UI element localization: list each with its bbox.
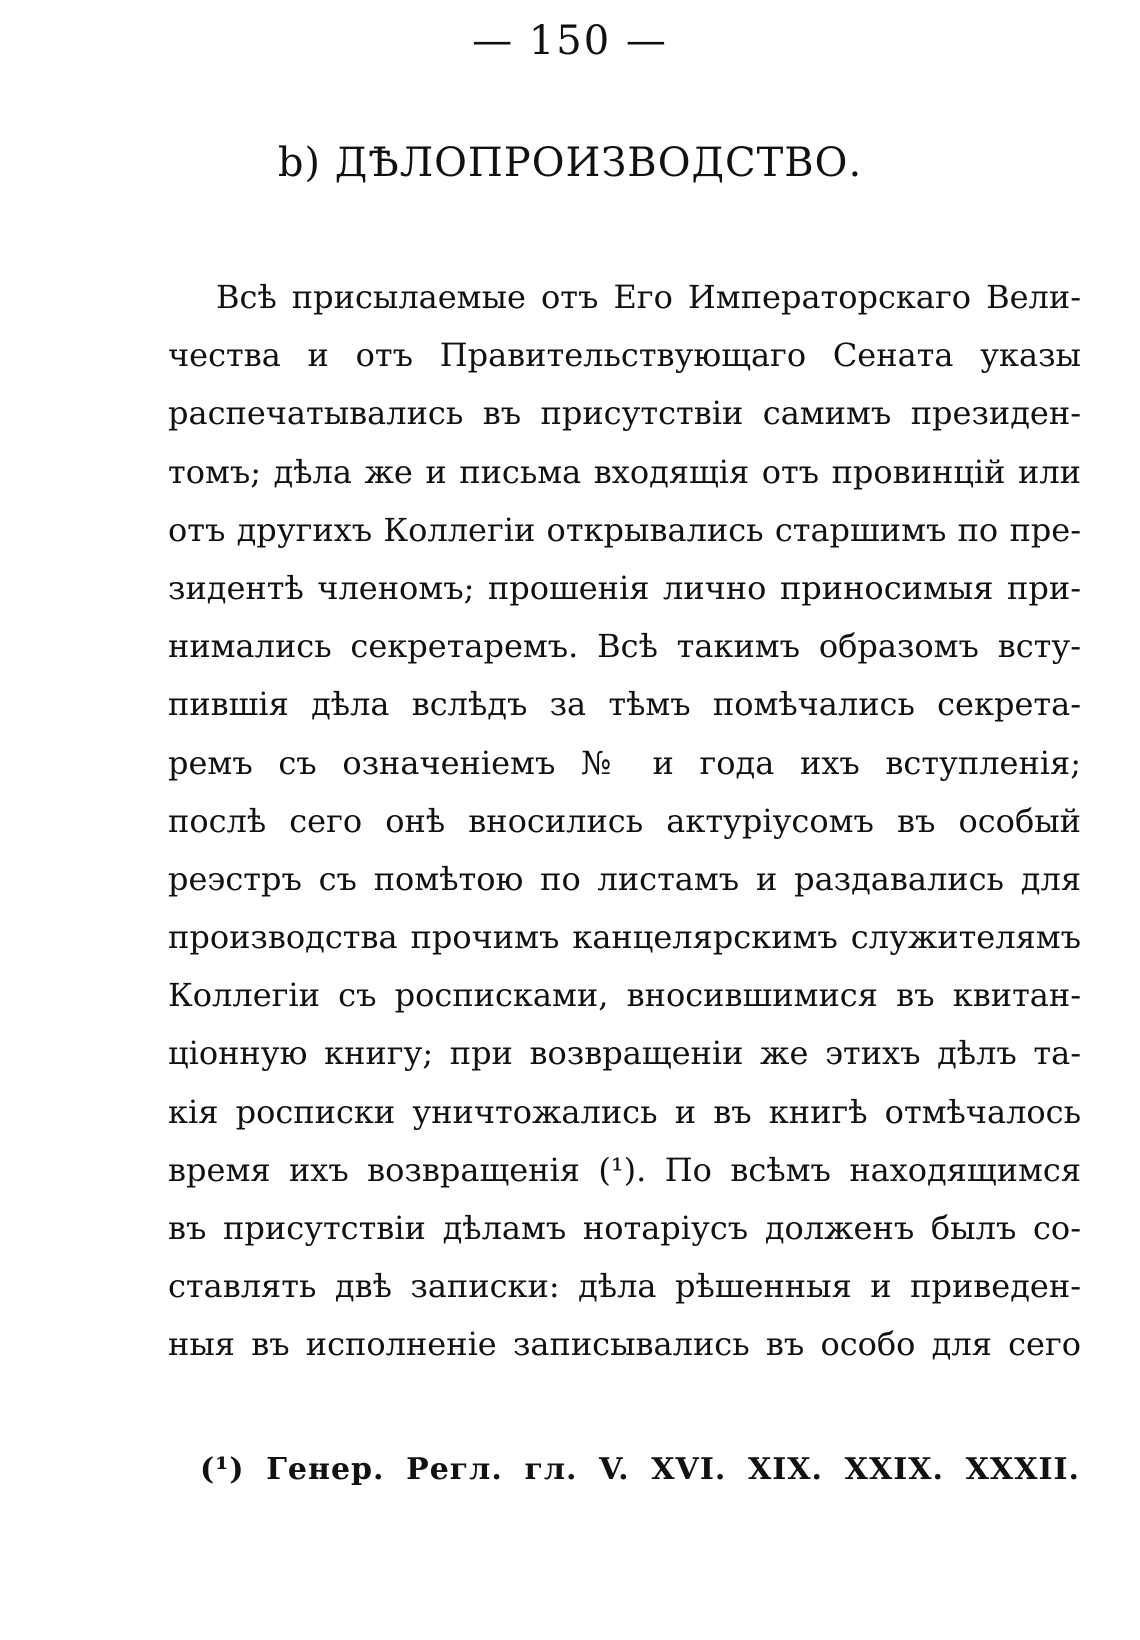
footnote: (¹) Генер. Регл. гл. V. XVI. XIX. XXIX. XXXII. [200, 1452, 1080, 1487]
text-line: кія росписки уничтожались и въ книгѣ отмѣчалось [168, 1092, 1081, 1131]
text-line: распечатывались въ присутствіи самимъ президен- [168, 394, 1081, 433]
text-line: реэстръ съ помѣтою по листамъ и раздавались для [168, 859, 1081, 898]
text-line: въ присутствіи дѣламъ нотаріусъ долженъ былъ со- [168, 1209, 1081, 1247]
text-line: ставлять двѣ записки: дѣла рѣшенныя и приведен- [168, 1267, 1081, 1306]
text-line: время ихъ возвращенія (¹). По всѣмъ находящимся [168, 1150, 1081, 1189]
text-line: послѣ сего онѣ вносились актуріусомъ въ особый [168, 801, 1081, 840]
page-number: — 150 — [472, 18, 668, 64]
text-line: ціонную книгу; при возвращеніи же этихъ дѣлъ та- [168, 1034, 1081, 1073]
body-paragraph [168, 268, 1081, 1374]
text-line: томъ; дѣла же и письма входящія отъ провинцій или [168, 452, 1081, 491]
text-line: ремъ съ означеніемъ № и года ихъ вступленія; [168, 743, 1081, 782]
text-line: ныя въ исполненіе записывались въ особо для сего [168, 1325, 1081, 1364]
text-line: Всѣ присылаемые отъ Его Императорскаго Вели- [216, 278, 1081, 316]
text-line: отъ другихъ Коллегіи открывались старшимъ по пре- [168, 510, 1081, 549]
text-line: производства прочимъ канцелярскимъ служителямъ [168, 918, 1081, 957]
section-title: b) ДѢЛОПРОИЗВОДСТВО. [277, 140, 863, 186]
text-line: пившія дѣла вслѣдъ за тѣмъ помѣчались секрета- [168, 685, 1081, 724]
text-line: нимались секретаремъ. Всѣ такимъ образомъ всту- [168, 627, 1081, 666]
text-line: зидентѣ членомъ; прошенія лично приносимыя при- [168, 568, 1081, 607]
text-line: Коллегіи съ росписками, вносившимися въ квитан- [168, 976, 1081, 1015]
text-line: чества и отъ Правительствующаго Сената указы [168, 336, 1081, 375]
